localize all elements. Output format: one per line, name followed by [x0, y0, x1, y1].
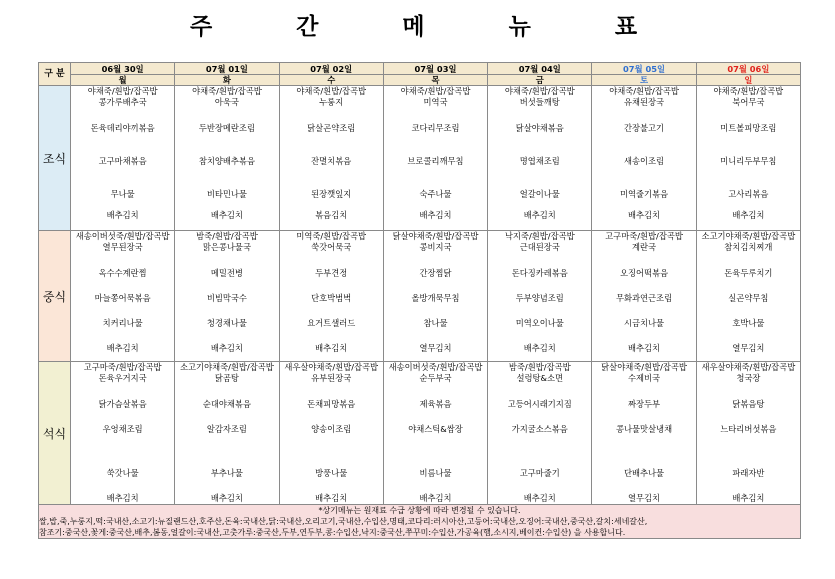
menu-item: 맑은콩나물국: [202, 242, 251, 252]
menu-item: 야채죽/흰밥/잡곡밥: [87, 86, 158, 96]
menu-cell: [175, 231, 279, 362]
menu-item: 오징어떡볶음: [620, 268, 669, 278]
menu-item: 순두부국: [419, 373, 452, 383]
menu-item: 소고기야채죽/흰밥/잡곡밥: [701, 231, 796, 241]
menu-cell: [383, 362, 487, 505]
menu-cell: [592, 362, 696, 505]
menu-item: 고등어시래기지짐: [507, 399, 572, 409]
menu-cell: [279, 231, 383, 362]
day-weekday: 일: [744, 74, 753, 85]
menu-cell: [383, 231, 487, 362]
menu-item: 쑥갓어묵국: [311, 242, 352, 252]
menu-item: 돈육두루치기: [724, 268, 773, 278]
menu-item: 밤죽/흰밥/잡곡밥: [196, 231, 258, 241]
menu-cell: [488, 231, 592, 362]
menu-item: 새송이조림: [624, 156, 665, 166]
menu-item: 야채죽/흰밥/잡곡밥: [609, 86, 679, 96]
menu-item: 닭살야채죽/흰밥/잡곡밥: [601, 362, 687, 372]
day-date: 07월 02일: [280, 64, 383, 75]
menu-item: 배추김치: [732, 210, 765, 220]
day-date: 07월 06일: [697, 64, 800, 75]
menu-item: 올방개묵무침: [411, 293, 460, 303]
menu-item: 유부된장국: [311, 373, 352, 383]
menu-item: 가지굴소스볶음: [511, 424, 568, 434]
menu-cell: [279, 362, 383, 505]
category-header: 구 분: [39, 63, 71, 86]
menu-cell: [488, 362, 592, 505]
menu-item: 배추김치: [106, 493, 139, 503]
menu-item: 두부양념조림: [515, 293, 564, 303]
menu-item: 닭살야채죽/흰밥/잡곡밥: [392, 231, 479, 241]
menu-cell: [279, 86, 383, 231]
menu-item: 옥수수계란찜: [98, 268, 147, 278]
menu-item: 근대된장국: [519, 242, 560, 252]
menu-item: 느타리버섯볶음: [720, 424, 777, 434]
page-title: 주 간 메 뉴 표: [189, 14, 676, 40]
day-weekday: 목: [431, 74, 440, 85]
meal-label-breakfast: 조식: [39, 86, 71, 231]
footer-notice: *상기메뉴는 원재료 수급 상황에 따라 변경될 수 있습니다.: [318, 506, 521, 515]
menu-item: 닭가슴살볶음: [98, 399, 147, 409]
menu-item: 열무된장국: [102, 242, 143, 252]
menu-item: 실곤약무침: [728, 293, 769, 303]
menu-item: 미역국: [423, 97, 448, 107]
menu-item: 설렁탕&소면: [516, 373, 564, 383]
menu-item: 밤죽/흰밥/잡곡밥: [508, 362, 571, 372]
lunch-row: [39, 231, 801, 362]
menu-item: 배추김치: [523, 493, 556, 503]
menu-cell: [383, 86, 487, 231]
menu-cell: [71, 231, 175, 362]
day-header: [383, 63, 487, 86]
menu-item: 아욱국: [214, 97, 239, 107]
menu-item: 얼갈이나물: [519, 189, 560, 199]
menu-item: 치커리나물: [102, 318, 143, 328]
day-date: 07월 03일: [384, 64, 487, 75]
menu-item: 두부견정: [315, 268, 348, 278]
day-header: [279, 63, 383, 86]
day-weekday: 금: [535, 74, 544, 85]
menu-item: 닭살야채볶음: [515, 123, 564, 133]
day-header-sunday: [696, 63, 800, 86]
menu-item: 고사리볶음: [728, 189, 769, 199]
menu-item: 방풍나물: [315, 468, 348, 478]
menu-item: 미역줄기볶음: [620, 189, 669, 199]
menu-item: 배추김치: [523, 210, 556, 220]
menu-item: 배추김치: [628, 343, 661, 353]
menu-cell: [175, 86, 279, 231]
footer-origin-2: 참조기:중국산,꽃게:중국산,배추,봄동,얼갈이:국내산,고춧가루:중국산,두부,연두부,콩:수입산,낙지:중국산,쭈꾸미:수입산,가공육(햄,소시지,베이컨:수입산) 을 사용합니다.: [39, 528, 626, 537]
menu-item: 미니리두부무침: [720, 156, 777, 166]
menu-item: 누룽지: [319, 97, 344, 107]
menu-item: 된장깻잎지: [311, 189, 352, 199]
day-date: 07월 01일: [175, 64, 278, 75]
menu-cell: [175, 362, 279, 505]
menu-item: 참치양배추볶음: [198, 156, 255, 166]
menu-item: 돈다징카레볶음: [511, 268, 568, 278]
menu-cell: [696, 362, 800, 505]
day-weekday: 화: [222, 74, 231, 85]
header-row: [39, 63, 801, 86]
menu-item: 야채죽/흰밥/잡곡밥: [192, 86, 262, 96]
menu-item: 숙주나물: [419, 189, 452, 199]
menu-item: 새송이버섯죽/흰밥/잡곡밥: [388, 362, 483, 372]
menu-item: 브로콜리깨무침: [407, 156, 464, 166]
menu-item: 간장찜닭: [419, 268, 452, 278]
menu-cell: [592, 86, 696, 231]
menu-item: 청경채나물: [206, 318, 247, 328]
menu-item: 유채된장국: [624, 97, 665, 107]
menu-item: 새우살야채죽/흰밥/잡곡밥: [284, 362, 379, 372]
menu-item: 배추김치: [210, 210, 243, 220]
day-date: 07월 05일: [592, 64, 695, 75]
menu-item: 순대야채볶음: [202, 399, 251, 409]
menu-item: 돈채피망볶음: [307, 399, 356, 409]
menu-item: 비름나물: [419, 468, 452, 478]
menu-cell: [696, 86, 800, 231]
menu-item: 배추김치: [210, 493, 243, 503]
menu-item: 참치김치찌개: [724, 242, 773, 252]
menu-item: 두반장메란조림: [198, 123, 255, 133]
menu-item: 버섯들깨탕: [519, 97, 560, 107]
menu-item: 코다리무조림: [411, 123, 460, 133]
menu-item: 미역죽/흰밥/잡곡밥: [296, 231, 367, 241]
day-weekday: 토: [640, 74, 649, 85]
menu-item: 참나물: [423, 318, 448, 328]
menu-item: 닭곰탕: [214, 373, 239, 383]
weekly-menu-table: [38, 62, 801, 539]
menu-item: 열무김치: [419, 343, 452, 353]
menu-cell: [488, 86, 592, 231]
meal-label-lunch: 중식: [39, 231, 71, 362]
menu-item: 비타민나물: [206, 189, 247, 199]
menu-item: 배추김치: [523, 343, 556, 353]
menu-item: 미트볼피망조림: [720, 123, 777, 133]
day-weekday: 월: [118, 74, 127, 85]
menu-cell: [592, 231, 696, 362]
menu-item: 요거트샐러드: [307, 318, 356, 328]
footer-origin-1: 쌀,밥,죽,누룽지,떡:국내산,소고기:뉴질랜드산,호주산,돈육:국내산,닭:국내산,오리고기,국내산,수입산,명태,코다리:러시아산,고등어:국내산,오징어:국내산,중국산,갈치:세네갈산,: [39, 517, 648, 526]
menu-item: 고구마죽/흰밥/잡곡밥: [83, 362, 162, 372]
menu-item: 돈육데리야끼볶음: [90, 123, 155, 133]
menu-item: 콩비지국: [419, 242, 452, 252]
day-header-saturday: [592, 63, 696, 86]
menu-item: 배추김치: [106, 210, 139, 220]
menu-item: 볶음김치: [315, 210, 348, 220]
menu-item: 고구마채볶음: [98, 156, 147, 166]
menu-item: 수제비국: [628, 373, 661, 383]
menu-item: 호박나물: [732, 318, 765, 328]
menu-item: 돈육우거지국: [98, 373, 147, 383]
menu-item: 메밀전병: [210, 268, 243, 278]
menu-item: 배추김치: [628, 210, 661, 220]
day-header: [175, 63, 279, 86]
menu-item: 잔멸치볶음: [311, 156, 352, 166]
menu-item: 콩나물맛살냉채: [615, 424, 673, 434]
menu-item: 무나물: [110, 189, 135, 199]
menu-item: 배추김치: [419, 493, 452, 503]
menu-item: 소고기야채죽/흰밥/잡곡밥: [180, 362, 274, 372]
menu-item: 우엉채조림: [102, 424, 143, 434]
menu-item: 짜장두부: [628, 399, 661, 409]
menu-item: 청국장: [736, 373, 761, 383]
day-date: 07월 04일: [488, 64, 591, 75]
menu-item: 닭살곤약조림: [307, 123, 356, 133]
menu-item: 배추김치: [419, 210, 452, 220]
meal-label-dinner: 석식: [39, 362, 71, 505]
menu-item: 단호박범벅: [311, 293, 352, 303]
dinner-row: [39, 362, 801, 505]
menu-item: 배추김치: [732, 493, 765, 503]
footer-note: [39, 505, 801, 539]
menu-item: 열무김치: [732, 343, 765, 353]
menu-item: 부추나물: [210, 468, 243, 478]
menu-item: 간장불고기: [624, 123, 665, 133]
menu-item: 명엽채조림: [519, 156, 560, 166]
day-header: [71, 63, 175, 86]
menu-item: 야채죽/흰밥/잡곡밥: [400, 86, 471, 96]
menu-item: 열무김치: [628, 493, 661, 503]
menu-cell: [71, 86, 175, 231]
menu-item: 새우살야채죽/흰밥/잡곡밥: [701, 362, 796, 372]
menu-item: 고구마죽/흰밥/잡곡밥: [605, 231, 683, 241]
menu-item: 배추김치: [106, 343, 139, 353]
menu-item: 배추김치: [210, 343, 243, 353]
menu-item: 시금치나물: [624, 318, 665, 328]
menu-item: 야채죽/흰밥/잡곡밥: [713, 86, 784, 96]
menu-item: 콩가루배추국: [98, 97, 147, 107]
menu-item: 양송이조림: [311, 424, 352, 434]
menu-item: 제육볶음: [419, 399, 452, 409]
day-date: 06월 30일: [71, 64, 174, 75]
menu-item: 파래자반: [732, 468, 765, 478]
menu-item: 낙지죽/흰밥/잡곡밥: [504, 231, 575, 241]
menu-item: 쑥갓나물: [106, 468, 139, 478]
day-header: [488, 63, 592, 86]
menu-item: 야채죽/흰밥/잡곡밥: [504, 86, 575, 96]
menu-item: 비빔막국수: [206, 293, 247, 303]
menu-item: 계란국: [632, 242, 657, 252]
day-weekday: 수: [327, 74, 336, 85]
menu-item: 야채죽/흰밥/잡곡밥: [296, 86, 367, 96]
breakfast-row: [39, 86, 801, 231]
menu-item: 닭볶음탕: [732, 399, 765, 409]
menu-cell: [71, 362, 175, 505]
menu-item: 단배추나물: [624, 468, 665, 478]
menu-item: 북어무국: [732, 97, 765, 107]
menu-item: 고구마줄기: [519, 468, 560, 478]
menu-cell: [696, 231, 800, 362]
menu-item: 무화과연근조림: [615, 293, 673, 303]
menu-item: 배추김치: [315, 343, 348, 353]
menu-item: 마늘쫑어묵볶음: [94, 293, 151, 303]
menu-item: 새송이버섯죽/흰밥/잡곡밥: [75, 231, 170, 241]
footer-row: [39, 505, 801, 539]
menu-item: 알감자조림: [206, 424, 247, 434]
menu-item: 배추김치: [315, 493, 348, 503]
menu-item: 미역오이나물: [515, 318, 564, 328]
menu-item: 야채스틱&쌈장: [408, 424, 463, 434]
